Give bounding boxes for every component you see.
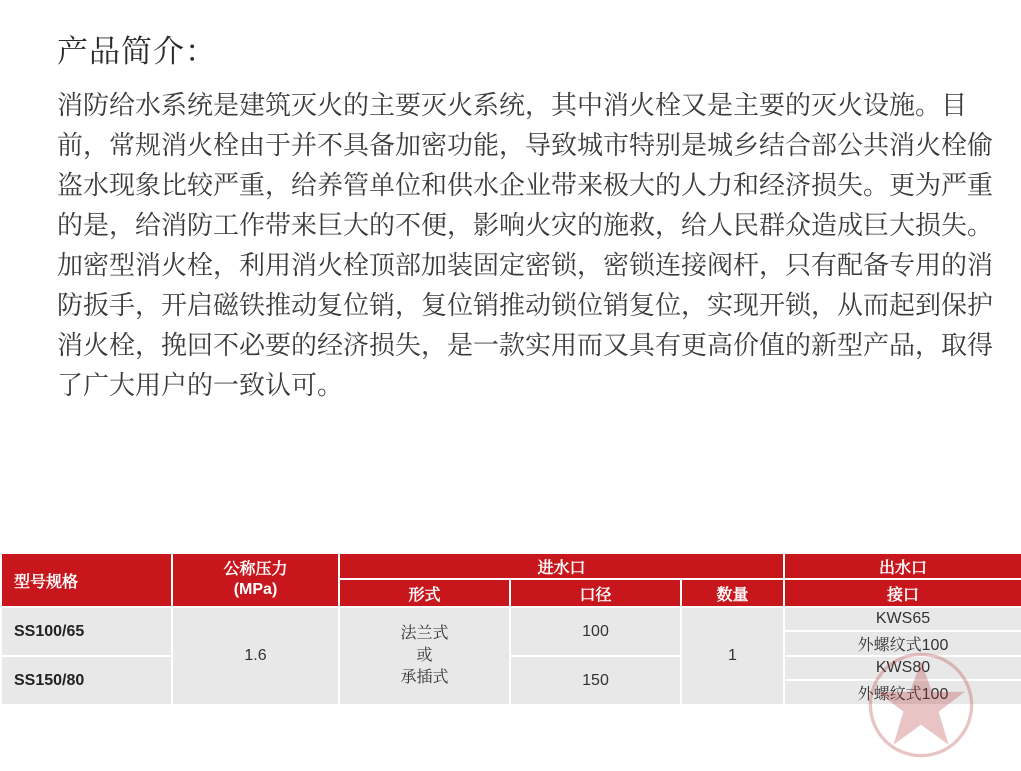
header-pressure bbox=[172, 553, 339, 607]
intro-paragraph-1: 消防给水系统是建筑灭火的主要灭火系统，其中消火栓又是主要的灭火设施。目前，常规消火栓由于并不具备加密功能，导致城市特别是城乡结合部公共消火栓偷盗水现象比较严重，给养管单位和供水企业带来极大的人力和经济损失。更为严重的是，给消防工作带来巨大的不便，影响火灾的施救，给人民群众造成巨大损失。 bbox=[57, 91, 994, 241]
quantity-cell: 1 bbox=[681, 607, 784, 705]
form-line: 法兰式 bbox=[400, 625, 449, 642]
form-cell bbox=[339, 607, 510, 705]
model-cell: SS100/65 bbox=[1, 607, 172, 656]
pressure-cell: 1.6 bbox=[172, 607, 339, 705]
interface-cell: 外螺纹式100 bbox=[784, 680, 1021, 705]
form-line: 承插式 bbox=[400, 669, 449, 686]
caliber-cell: 150 bbox=[510, 656, 681, 705]
model-cell: SS150/80 bbox=[1, 656, 172, 705]
spec-table bbox=[0, 552, 1021, 706]
header-inlet: 进水口 bbox=[339, 553, 784, 579]
intro-title: 产品简介： bbox=[57, 34, 217, 70]
intro-paragraph-2: 加密型消火栓，利用消火栓顶部加装固定密锁，密锁连接阀杆，只有配备专用的消防扳手，开启磁铁推动复位销，复位销推动锁位销复位，实现开锁，从而起到保护消火栓，挽回不必要的经济损失，是一款实用而又具有更高价值的新型产品，取得了广大用户的一致认可。 bbox=[57, 251, 994, 401]
header-quantity: 数量 bbox=[681, 579, 784, 607]
intro-body bbox=[57, 86, 1007, 406]
table-row bbox=[1, 607, 1021, 631]
header-outlet: 出水口 bbox=[784, 553, 1021, 579]
form-line: 或 bbox=[416, 647, 433, 664]
interface-cell: KWS80 bbox=[784, 656, 1021, 680]
header-pressure-label: 公称压力 bbox=[223, 561, 288, 578]
header-pressure-unit: (MPa) bbox=[233, 581, 278, 598]
table-row bbox=[1, 656, 1021, 680]
header-caliber: 口径 bbox=[510, 579, 681, 607]
header-model: 型号规格 bbox=[1, 553, 172, 607]
interface-cell: KWS65 bbox=[784, 607, 1021, 631]
header-form: 形式 bbox=[339, 579, 510, 607]
header-interface: 接口 bbox=[784, 579, 1021, 607]
interface-cell: 外螺纹式100 bbox=[784, 631, 1021, 656]
caliber-cell: 100 bbox=[510, 607, 681, 656]
